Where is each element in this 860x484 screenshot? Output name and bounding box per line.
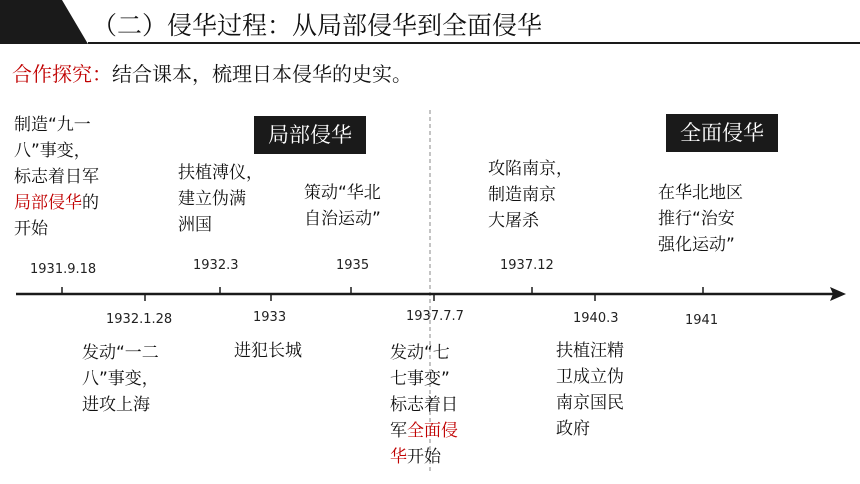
event-july-7: 发动“七 七事变” 标志着日 军全面侵 华开始 (390, 343, 458, 467)
date-1940-3: 1940.3 (573, 311, 619, 326)
event-security-campaign: 在华北地区 推行“治安 强化运动” (658, 183, 743, 255)
event-wang-jingwei: 扶植汪精 卫成立伪 南京国民 政府 (556, 341, 624, 439)
date-1941: 1941 (685, 313, 719, 328)
highlight-full-invasion: 全面侵 (407, 421, 458, 441)
task-prompt-text: 结合课本，梳理日本侵华的史实。 (112, 62, 412, 86)
event-september-18: 制造“九一 八”事变， 标志着日军 局部侵华的 开始 (14, 115, 99, 239)
date-1932-1-28: 1932.1.28 (106, 312, 173, 327)
event-north-china-autonomy: 策动“华北 自治运动” (304, 183, 381, 229)
date-1933: 1933 (253, 310, 287, 325)
event-nanjing: 攻陷南京， 制造南京 大屠杀 (488, 159, 573, 231)
date-1937-12: 1937.12 (500, 258, 554, 273)
event-january-28: 发动“一二 八”事变， 进攻上海 (82, 343, 159, 415)
date-1937-7-7: 1937.7.7 (406, 309, 464, 324)
date-1931-9-18: 1931.9.18 (30, 262, 97, 277)
date-1935: 1935 (336, 258, 370, 273)
task-prompt-label: 合作探究： (12, 62, 112, 86)
event-great-wall: 进犯长城 (234, 341, 302, 361)
event-manchukuo: 扶植溥仪， 建立伪满 洲国 (178, 163, 263, 235)
stage-full-invasion: 全面侵华 (666, 114, 778, 152)
page-title: （二）侵华过程：从局部侵华到全面侵华 (92, 11, 543, 40)
stage-partial-invasion: 局部侵华 (254, 116, 366, 154)
highlight-partial-invasion: 局部侵华 (14, 193, 82, 213)
date-1932-3: 1932.3 (193, 258, 239, 273)
